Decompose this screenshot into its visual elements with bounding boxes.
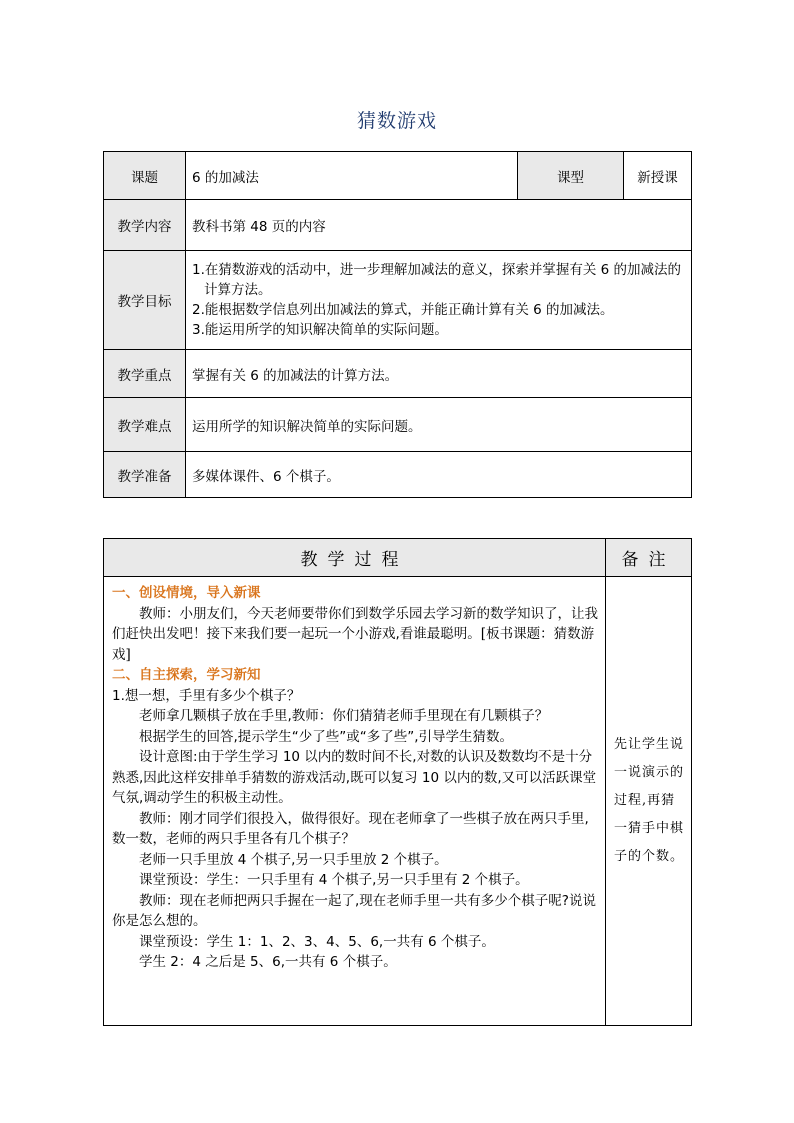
process-content: [104, 577, 606, 1026]
type-label: 课型: [518, 152, 624, 200]
prep-label: 教学准备: [104, 452, 186, 498]
row-prep: [104, 452, 692, 498]
paragraph-text: 教师：小朋友们，今天老师要带你们到数学乐园去学习新的数学知识了，让我们赶快出发吧！接下来我们要一起玩一个小游戏,看谁最聪明。: [112, 605, 598, 642]
lesson-info-table: [103, 151, 692, 498]
row-key: [104, 350, 692, 398]
section-title: 二、自主探索，学习新知: [112, 667, 261, 683]
paragraph: 学生 2：4 之后是 5、6,一共有 6 个棋子。: [139, 954, 397, 970]
topic-value: 6 的加减法: [186, 152, 518, 200]
goal-list: [186, 251, 692, 350]
row-topic: [104, 152, 692, 200]
difficulty-label: 教学难点: [104, 398, 186, 452]
remark-note: 先让学生说一说演示的过程,再猜一猜手中棋子的个数。: [606, 577, 692, 1026]
prep-value: 多媒体课件、6 个棋子。: [186, 452, 692, 498]
paragraph: 课堂预设：学生：一只手里有 4 个棋子,另一只手里有 2 个棋子。: [139, 872, 529, 888]
paragraph: 教师：刚才同学们很投入，做得很好。现在老师拿了一些棋子放在两只手里,数一数，老师的两只手里各有几个棋子？: [112, 810, 589, 847]
board-note: [板书课题：猜数游戏]: [112, 626, 595, 663]
question: 1.想一想，手里有多少个棋子？: [112, 687, 301, 704]
process-header-row: [104, 539, 692, 577]
paragraph: 老师拿几颗棋子放在手里,教师：你们猜猜老师手里现在有几颗棋子？: [139, 708, 549, 724]
type-value: 新授课: [624, 152, 692, 200]
content-label: 教学内容: [104, 200, 186, 251]
teaching-process-table: [103, 538, 692, 1026]
process-header: 教学过程: [104, 539, 606, 577]
goal-item: 1.在猜数游戏的活动中，进一步理解加减法的意义，探索并掌握有关 6 的加减法的计算方法。: [192, 262, 682, 298]
key-label: 教学重点: [104, 350, 186, 398]
design-intent: 设计意图:由于学生学习 10 以内的数时间不长,对数的认识及数数均不是十分熟悉,因此这样安排单手猜数的游戏活动,既可以复习 10 以内的数,又可以活跃课堂气氛,调动学生的积极主动性。: [112, 749, 597, 806]
page-title: 猜数游戏: [356, 110, 437, 132]
section-title: 一、创设情境，导入新课: [112, 585, 261, 601]
paragraph: 老师一只手里放 4 个棋子,另一只手里放 2 个棋子。: [139, 851, 448, 868]
goal-label: 教学目标: [104, 251, 186, 350]
goal-item: 2.能根据数学信息列出加减法的算式，并能正确计算有关 6 的加减法。: [192, 302, 614, 318]
difficulty-value: 运用所学的知识解决简单的实际问题。: [186, 398, 692, 452]
paragraph: 课堂预设：学生 1：1、2、3、4、5、6,一共有 6 个棋子。: [139, 933, 495, 950]
paragraph: [112, 604, 601, 666]
content-value: 教科书第 48 页的内容: [186, 200, 692, 251]
row-content: [104, 200, 692, 251]
paragraph: 根据学生的回答,提示学生“少了些”或“多了些”,引导学生猜数。: [139, 728, 514, 745]
paragraph: 教师：现在老师把两只手握在一起了,现在老师手里一共有多少个棋子呢?说说你是怎么想的。: [112, 892, 596, 929]
row-goals: [104, 251, 692, 350]
topic-label: 课题: [104, 152, 186, 200]
row-difficulty: [104, 398, 692, 452]
goal-item: 3.能运用所学的知识解决简单的实际问题。: [192, 322, 448, 338]
process-body-row: [104, 577, 692, 1026]
key-value: 掌握有关 6 的加减法的计算方法。: [186, 350, 692, 398]
note-header: 备注: [606, 539, 692, 577]
